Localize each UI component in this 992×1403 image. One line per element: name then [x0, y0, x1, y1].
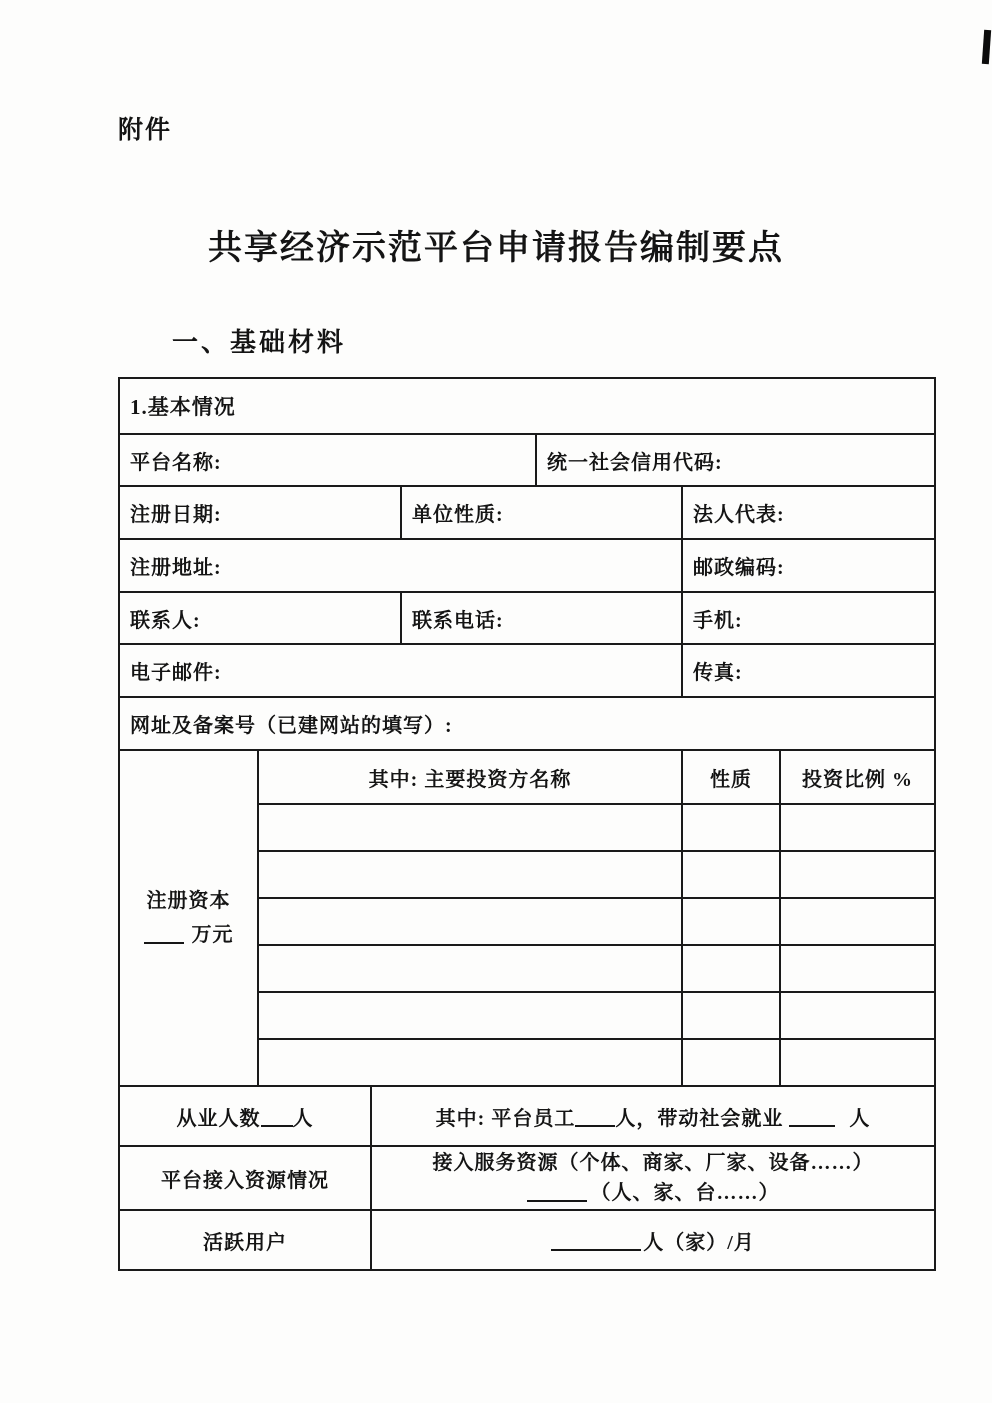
- active-users-label-cell: 活跃用户: [203, 1231, 287, 1254]
- platform-name-row: [120, 433, 934, 485]
- unit-nature-cell: 单位性质:: [400, 487, 681, 538]
- social-employment-label: 人，带动社会就业: [615, 1107, 784, 1130]
- employees-label-cell: [120, 1087, 370, 1145]
- resources-line1: 接入服务资源（个体、商家、厂家、设备……）: [432, 1152, 874, 1174]
- basic-info-header-cell: 1.基本情况: [130, 395, 236, 419]
- employees-unit: 人: [292, 1107, 314, 1130]
- investor-ratio-cell: [779, 899, 934, 944]
- investor-ratio-cell: [779, 852, 934, 897]
- reg-address-cell: 注册地址:: [130, 557, 222, 579]
- resources-blank: [527, 1181, 587, 1202]
- table-section-header-row: [120, 379, 934, 433]
- investor-ratio-cell: [779, 946, 934, 991]
- investor-name-cell: [259, 852, 681, 897]
- website-row: [120, 696, 934, 749]
- investor-header-row: [259, 751, 934, 803]
- fax-cell: 传真:: [681, 645, 934, 696]
- resources-detail-cell: [370, 1147, 934, 1209]
- employees-detail-cell: [370, 1087, 934, 1145]
- investor-ratio-cell: [779, 1040, 934, 1085]
- investor-nature-cell: [681, 852, 779, 897]
- registered-capital-section: [120, 749, 934, 1085]
- investor-nature-cell: [681, 946, 779, 991]
- investor-nature-header: 性质: [681, 751, 779, 803]
- investor-nature-cell: [681, 899, 779, 944]
- contact-phone-cell: 联系电话:: [400, 593, 681, 643]
- email-row: [120, 643, 934, 696]
- social-employment-blank: [789, 1106, 835, 1127]
- section-heading: 一、基础材料: [172, 327, 347, 357]
- registered-capital-blank: [144, 923, 184, 944]
- social-employment-unit: 人: [849, 1107, 871, 1130]
- investor-empty-row: [259, 897, 934, 944]
- investor-empty-row: [259, 991, 934, 1038]
- registered-capital-unit: 万元: [191, 924, 234, 946]
- website-cell: 网址及备案号（已建网站的填写）:: [130, 715, 453, 737]
- platform-staff-label: 其中: 平台员工: [435, 1107, 576, 1130]
- employees-label: 从业人数: [176, 1107, 261, 1130]
- active-users-value-cell: [370, 1211, 934, 1269]
- registered-capital-label-cell: [120, 751, 257, 1085]
- investor-name-header: 其中: 主要投资方名称: [368, 768, 572, 791]
- investor-nature-cell: [681, 1040, 779, 1085]
- investor-ratio-cell: [779, 993, 934, 1038]
- contact-row: [120, 591, 934, 643]
- employees-count-blank: [261, 1106, 293, 1127]
- scan-artifact-mark: [982, 30, 991, 64]
- investor-empty-rows: [259, 803, 934, 1085]
- basic-info-table: [118, 377, 936, 1271]
- legal-rep-cell: 法人代表:: [681, 487, 934, 538]
- email-cell: 电子邮件:: [130, 662, 222, 684]
- investor-empty-row: [259, 944, 934, 991]
- investor-table: [257, 751, 934, 1085]
- investor-ratio-cell: [779, 805, 934, 850]
- investor-empty-row: [259, 803, 934, 850]
- active-users-blank: [551, 1230, 641, 1251]
- investor-name-cell: [259, 805, 681, 850]
- reg-date-cell: 注册日期:: [130, 504, 222, 526]
- employees-row: [120, 1085, 934, 1145]
- registration-date-row: [120, 485, 934, 538]
- investor-nature-cell: [681, 993, 779, 1038]
- registered-capital-label: 注册资本: [146, 890, 231, 912]
- investor-ratio-header: 投资比例 %: [779, 751, 934, 803]
- investor-empty-row: [259, 850, 934, 897]
- platform-name-cell: 平台名称:: [130, 451, 222, 474]
- active-users-unit: 人（家）/月: [643, 1231, 755, 1254]
- postal-code-cell: 邮政编码:: [681, 540, 934, 591]
- platform-staff-blank: [575, 1106, 615, 1127]
- investor-nature-cell: [681, 805, 779, 850]
- investor-name-cell: [259, 946, 681, 991]
- resources-label-cell: 平台接入资源情况: [161, 1169, 329, 1192]
- registered-capital-amount-line: [144, 918, 234, 952]
- investor-name-cell: [259, 1040, 681, 1085]
- resources-line2-suffix: （人、家、台……）: [590, 1182, 780, 1204]
- contact-person-cell: 联系人:: [130, 609, 201, 632]
- investor-name-cell: [259, 899, 681, 944]
- resources-row: [120, 1145, 934, 1209]
- page-title: 共享经济示范平台申请报告编制要点: [208, 230, 784, 267]
- credit-code-cell: 统一社会信用代码:: [535, 435, 934, 485]
- active-users-row: [120, 1209, 934, 1269]
- investor-empty-row: [259, 1038, 934, 1085]
- mobile-cell: 手机:: [681, 593, 934, 643]
- attachment-label: 附件: [118, 116, 173, 144]
- investor-name-cell: [259, 993, 681, 1038]
- resources-line2: [527, 1178, 780, 1208]
- registration-address-row: [120, 538, 934, 591]
